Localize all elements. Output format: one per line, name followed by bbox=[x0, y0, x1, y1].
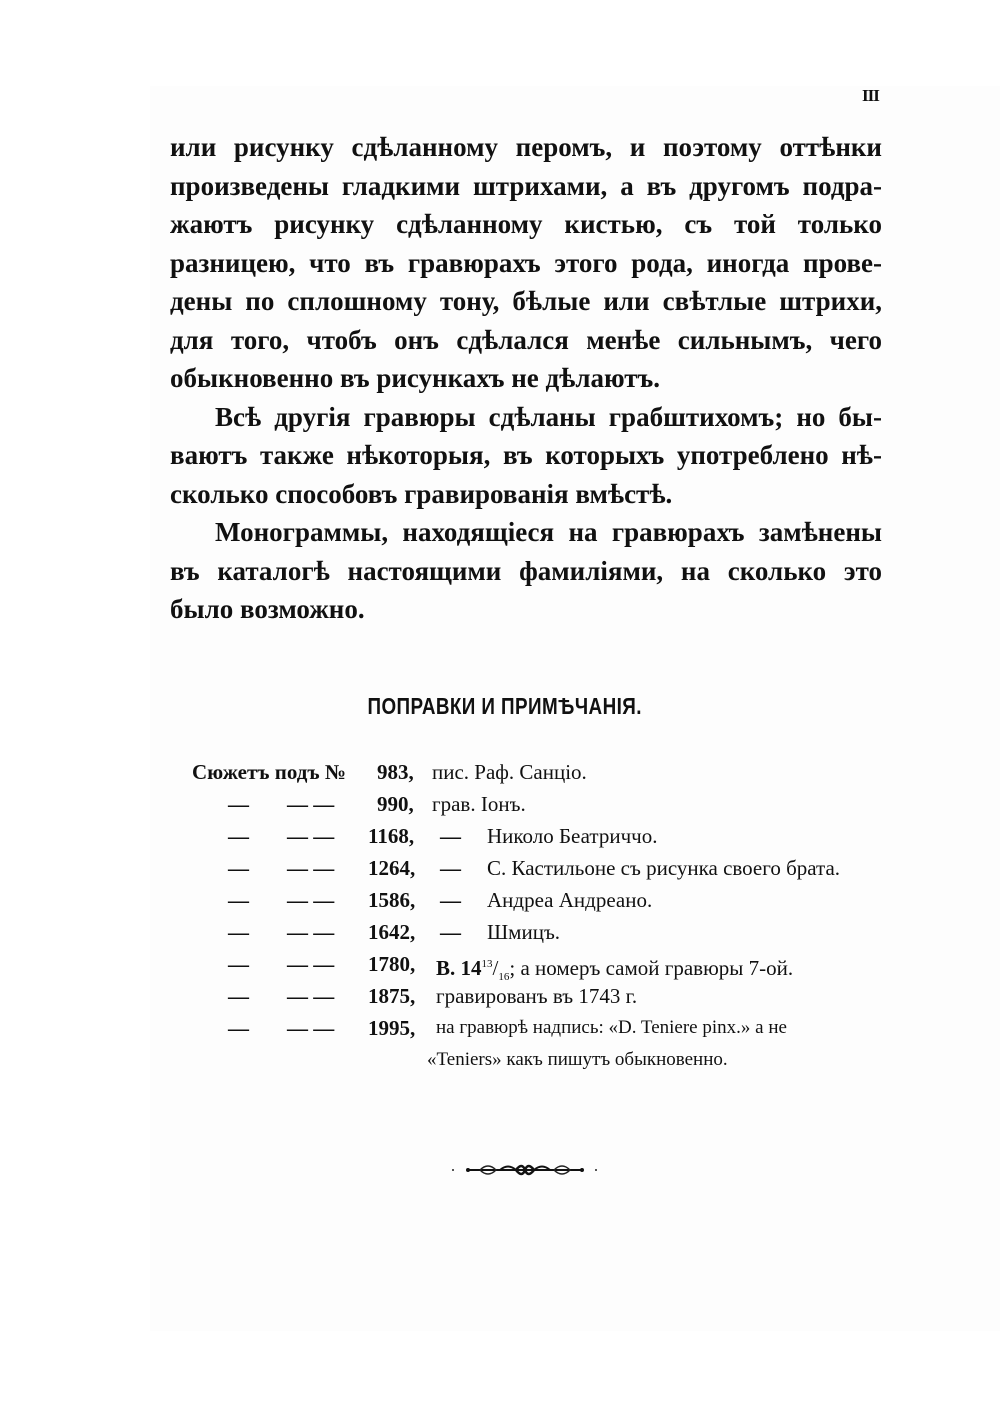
ditto-mark: — — bbox=[287, 888, 335, 912]
entry-text: гравированъ въ 1743 г. bbox=[436, 984, 638, 1008]
ditto-mark: — bbox=[228, 952, 249, 976]
ditto-mark: — — bbox=[287, 792, 335, 816]
entry-number: 1995, bbox=[368, 1016, 416, 1040]
ditto-mark: — bbox=[228, 920, 249, 944]
text-line: было возможно. bbox=[170, 594, 365, 624]
entry-text-post: ; а номеръ самой гравюры 7-ой. bbox=[509, 956, 794, 980]
entry-number: 1642, bbox=[368, 920, 416, 944]
entry-number: 990, bbox=[377, 792, 414, 816]
text-line: сколько способовъ гравированія вмѣстѣ. bbox=[170, 478, 673, 509]
fraction-denominator: 16 bbox=[498, 971, 510, 984]
entry-text: на гравюрѣ надпись: «D. Teniere pinx.» а не bbox=[436, 1017, 787, 1038]
text-line: для того, чтобъ онъ сдѣлался менѣе сильнымъ, чего bbox=[170, 324, 882, 355]
body-text bbox=[170, 128, 882, 629]
entry-text: пис. Раф. Санціо. bbox=[432, 760, 587, 784]
ditto-mark: — — bbox=[287, 984, 335, 1008]
ditto-mark: — — bbox=[287, 824, 335, 848]
ditto-mark: — bbox=[228, 1016, 249, 1040]
correction-entry bbox=[192, 884, 892, 916]
entry-number: 1875, bbox=[368, 984, 416, 1008]
text-line: ваютъ также нѣкоторыя, въ которыхъ употреблено нѣ- bbox=[170, 440, 882, 470]
entry-text: Николо Беатриччо. bbox=[487, 824, 658, 848]
entry-number: 1780, bbox=[368, 952, 416, 976]
ditto-mark: — — bbox=[287, 952, 335, 976]
entry-text: Андреа Андреано. bbox=[487, 888, 653, 912]
entry-text: С. Кастильоне съ рисунка своего брата. bbox=[487, 856, 841, 880]
ditto-mark: — bbox=[228, 824, 249, 848]
correction-entry bbox=[192, 1012, 892, 1044]
entry-number: 1586, bbox=[368, 888, 416, 912]
correction-entry bbox=[192, 852, 892, 884]
correction-entry-continuation bbox=[192, 1044, 892, 1076]
ditto-mark: — — bbox=[287, 920, 335, 944]
ditto-mark: — — bbox=[287, 856, 335, 880]
corrections-heading: ПОПРАВКИ И ПРИМѢЧАНІЯ. bbox=[367, 693, 642, 719]
entry-number: 1168, bbox=[368, 824, 415, 848]
entry-text-pre: В. 14 bbox=[436, 956, 482, 980]
ditto-mark: — — bbox=[287, 1016, 335, 1040]
entry-number: 983, bbox=[377, 760, 414, 784]
entry-number: 1264, bbox=[368, 856, 416, 880]
text-line: въ каталогѣ настоящими фамиліями, на сколько это bbox=[170, 555, 882, 586]
entry-text: В. $14^{13}/_{16}$; а номеръ самой гравюры 7-ой. bbox=[436, 956, 794, 984]
entry-text: Шмицъ. bbox=[487, 920, 561, 944]
text-line: дены по сплошному тону, бѣлые или свѣтлые штрихи, bbox=[170, 286, 882, 316]
ditto-mark: — bbox=[440, 888, 461, 912]
entry-text: грав. Іонъ. bbox=[432, 792, 526, 816]
ditto-mark: — bbox=[228, 984, 249, 1008]
correction-entry bbox=[192, 788, 892, 820]
correction-entry bbox=[192, 980, 892, 1012]
ditto-mark: — bbox=[440, 920, 461, 944]
text-line: жаютъ рисунку сдѣланному кистью, съ той только bbox=[170, 209, 882, 239]
correction-entry bbox=[192, 820, 892, 852]
ditto-mark: — bbox=[228, 792, 249, 816]
correction-entry bbox=[192, 916, 892, 948]
entry-text: «Teniers» какъ пишутъ обыкновенно. bbox=[427, 1049, 728, 1070]
text-line: разницею, что въ гравюрахъ этого рода, иногда прове- bbox=[170, 247, 882, 278]
ditto-mark: — bbox=[228, 888, 249, 912]
ditto-mark: — bbox=[228, 856, 249, 880]
corrections-list bbox=[192, 756, 892, 1076]
ditto-mark: — bbox=[440, 824, 461, 848]
text-line: Монограммы, находящіеся на гравюрахъ замѣнены bbox=[215, 517, 882, 547]
correction-entry bbox=[192, 756, 892, 788]
ornament-icon bbox=[450, 1160, 600, 1180]
text-line: произведены гладкими штрихами, а въ другомъ подра- bbox=[170, 170, 882, 201]
correction-entry bbox=[192, 948, 892, 984]
entry-lead: Сюжетъ подъ № bbox=[192, 760, 346, 784]
text-line: обыкновенно въ рисункахъ не дѣлаютъ. bbox=[170, 363, 661, 393]
text-line: или рисунку сдѣланному перомъ, и поэтому оттѣнки bbox=[170, 132, 882, 162]
text-line: Всѣ другія гравюры сдѣланы грабштихомъ; но бы- bbox=[215, 401, 882, 432]
fraction-numerator: 13 bbox=[481, 958, 493, 970]
page-number: III bbox=[862, 86, 879, 105]
ditto-mark: — bbox=[440, 856, 461, 880]
